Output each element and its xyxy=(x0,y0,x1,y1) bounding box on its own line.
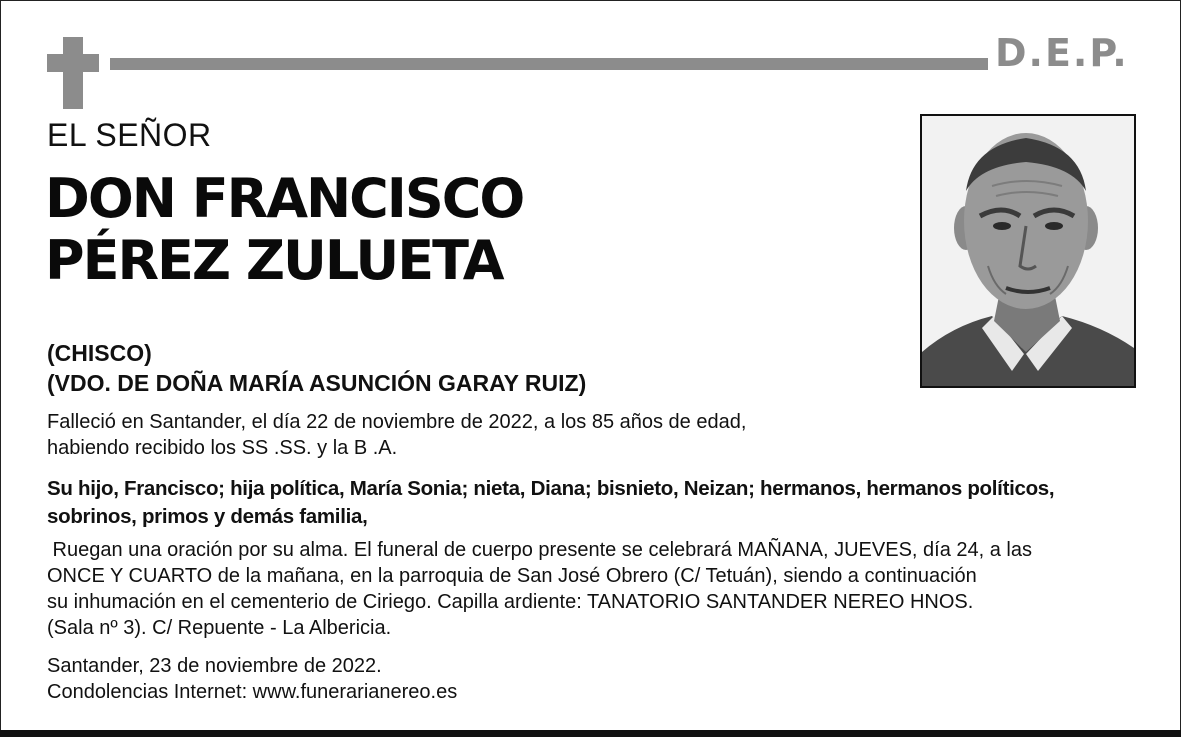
family-paragraph xyxy=(47,475,1054,531)
service-line: (Sala nº 3). C/ Repuente - La Albericia. xyxy=(47,617,392,639)
portrait-image xyxy=(922,116,1134,386)
name-line-1: DON FRANCISCO xyxy=(45,167,524,230)
cross-icon xyxy=(63,37,83,109)
header-rule xyxy=(110,58,988,70)
condolences-line: Condolencias Internet: www.funerarianereo.es xyxy=(47,681,458,703)
closing-paragraph xyxy=(47,653,457,705)
deceased-name xyxy=(45,168,523,292)
service-line: su inhumación en el cementerio de Ciriego. Capilla ardiente: TANATORIO SANTANDER NEREO HNOS. xyxy=(47,591,974,613)
bottom-rule xyxy=(0,730,1181,737)
dep-mark: D.E.P. xyxy=(995,31,1129,75)
death-line: Falleció en Santander, el día 22 de noviembre de 2022, a los 85 años de edad, xyxy=(47,411,747,433)
family-line: sobrinos, primos y demás familia, xyxy=(47,505,368,528)
widower-of: (VDO. DE DOÑA MARÍA ASUNCIÓN GARAY RUIZ) xyxy=(47,370,587,396)
closing-date: Santander, 23 de noviembre de 2022. xyxy=(47,655,382,677)
family-line: Su hijo, Francisco; hija política, María Sonia; nieta, Diana; bisnieto, Neizan; hermanos, hermanos políticos, xyxy=(47,477,1055,500)
service-line: ONCE Y CUARTO de la mañana, en la parroquia de San José Obrero (C/ Tetuán), siendo a continuación xyxy=(47,565,977,587)
death-paragraph xyxy=(47,409,746,461)
name-line-2: PÉREZ ZULUETA xyxy=(45,229,503,292)
service-paragraph xyxy=(47,537,1032,641)
death-line: habiendo recibido los SS .SS. y la B .A. xyxy=(47,437,398,459)
portrait-photo xyxy=(920,114,1136,388)
nickname: (CHISCO) xyxy=(47,340,152,366)
service-line: Ruegan una oración por su alma. El funeral de cuerpo presente se celebrará MAÑANA, JUEVES, día 24, a las xyxy=(47,539,1032,561)
cross-icon-arm xyxy=(47,54,99,72)
honorific: EL SEÑOR xyxy=(47,117,212,153)
